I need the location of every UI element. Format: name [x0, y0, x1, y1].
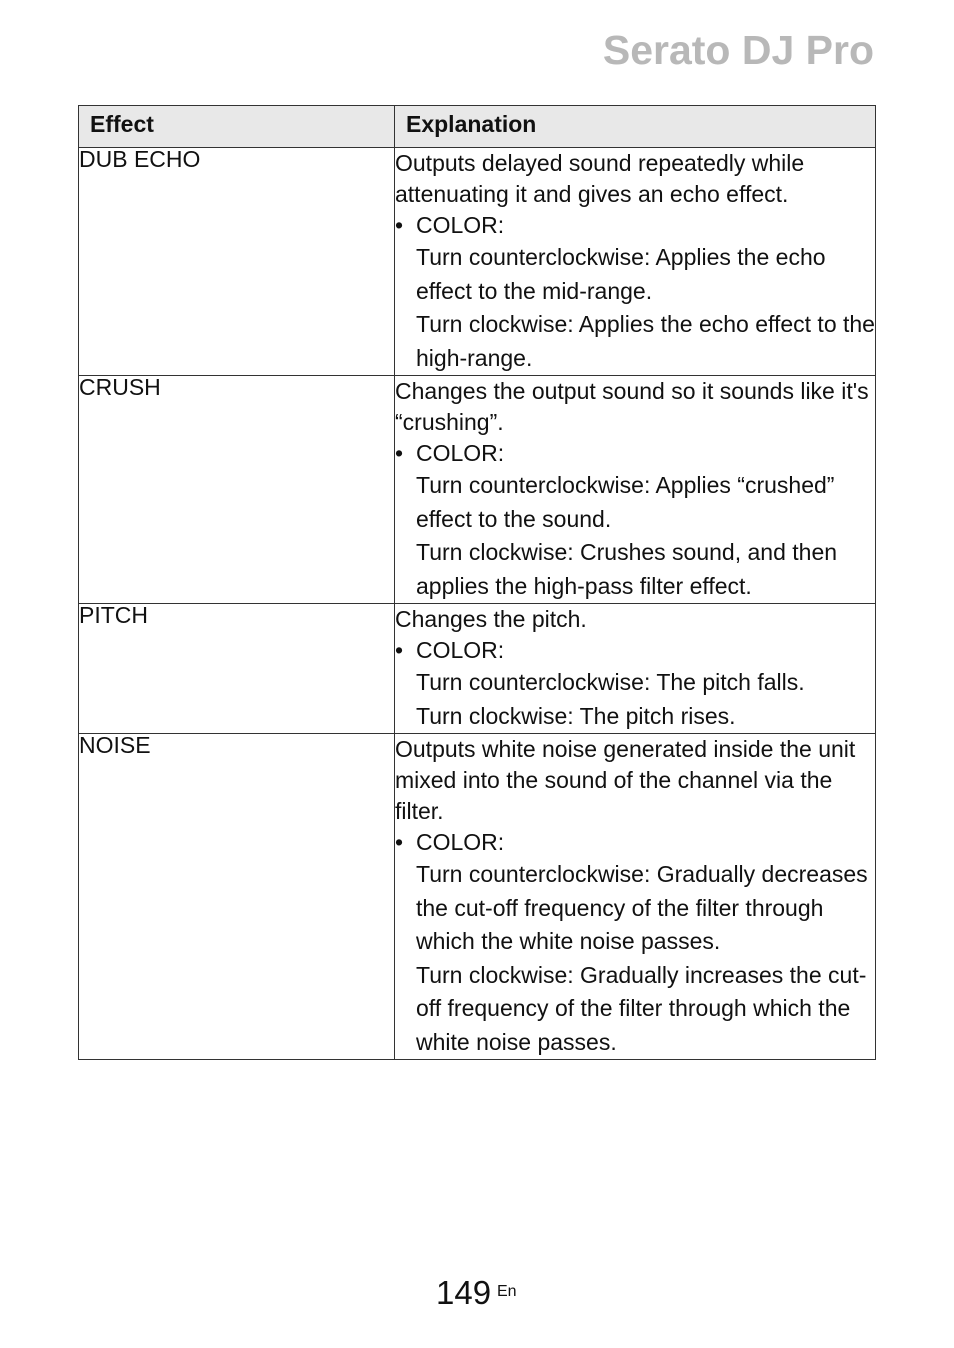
- color-detail: Turn clockwise: Gradually increases the cut-off frequency of the filter through which the white noise passes.: [416, 961, 867, 1055]
- color-detail: Turn counterclockwise: Applies the echo effect to the mid-range.: [416, 244, 826, 304]
- page-language: En: [497, 1283, 517, 1300]
- page-number: 149: [436, 1274, 492, 1311]
- color-detail: Turn counterclockwise: Gradually decreases the cut-off frequency of the filter through which the white noise passes.: [416, 861, 868, 954]
- effect-explanation: [395, 604, 876, 734]
- table-header-row: [79, 106, 876, 148]
- color-detail: Turn clockwise: Applies the echo effect to the high-range.: [416, 311, 875, 371]
- effects-table: [78, 105, 876, 1060]
- bullet-label: COLOR:: [416, 829, 505, 855]
- color-detail: Turn counterclockwise: Applies “crushed” effect to the sound.: [416, 472, 835, 532]
- effect-explanation: [395, 734, 876, 1060]
- bullet-icon: •: [395, 440, 404, 466]
- bullet-label: COLOR:: [416, 440, 505, 466]
- table-row: [79, 734, 876, 1060]
- bullet-icon: •: [395, 637, 404, 663]
- effect-name: PITCH: [79, 604, 395, 734]
- effect-explanation: [395, 376, 876, 604]
- explanation-text: Changes the output sound so it sounds like it's “crushing”.: [395, 378, 869, 435]
- effect-name: DUB ECHO: [79, 148, 395, 376]
- bullet-item: [395, 827, 875, 858]
- bullet-icon: •: [395, 212, 404, 238]
- brand-title: Serato DJ Pro: [602, 27, 874, 73]
- table-row: [79, 148, 876, 376]
- effect-explanation: [395, 148, 876, 376]
- bullet-icon: •: [395, 829, 404, 855]
- explanation-text: Outputs white noise generated inside the unit mixed into the sound of the channel via the filter.: [395, 736, 856, 824]
- explanation-text: Changes the pitch.: [395, 606, 587, 632]
- column-header-explanation: Explanation: [395, 106, 876, 148]
- bullet-label: COLOR:: [416, 637, 505, 663]
- color-detail: Turn clockwise: The pitch rises.: [416, 702, 736, 729]
- bullet-item: [395, 210, 875, 241]
- effect-name: NOISE: [79, 734, 395, 1060]
- bullet-label: COLOR:: [416, 212, 505, 238]
- effect-name: CRUSH: [79, 376, 395, 604]
- bullet-item: [395, 635, 875, 666]
- table-row: [79, 604, 876, 734]
- table-row: [79, 376, 876, 604]
- color-detail: Turn counterclockwise: The pitch falls.: [416, 669, 805, 695]
- color-detail: Turn clockwise: Crushes sound, and then applies the high-pass filter effect.: [416, 539, 838, 599]
- bullet-item: [395, 438, 875, 469]
- column-header-effect: Effect: [79, 106, 395, 148]
- explanation-text: Outputs delayed sound repeatedly while attenuating it and gives an echo effect.: [395, 150, 805, 207]
